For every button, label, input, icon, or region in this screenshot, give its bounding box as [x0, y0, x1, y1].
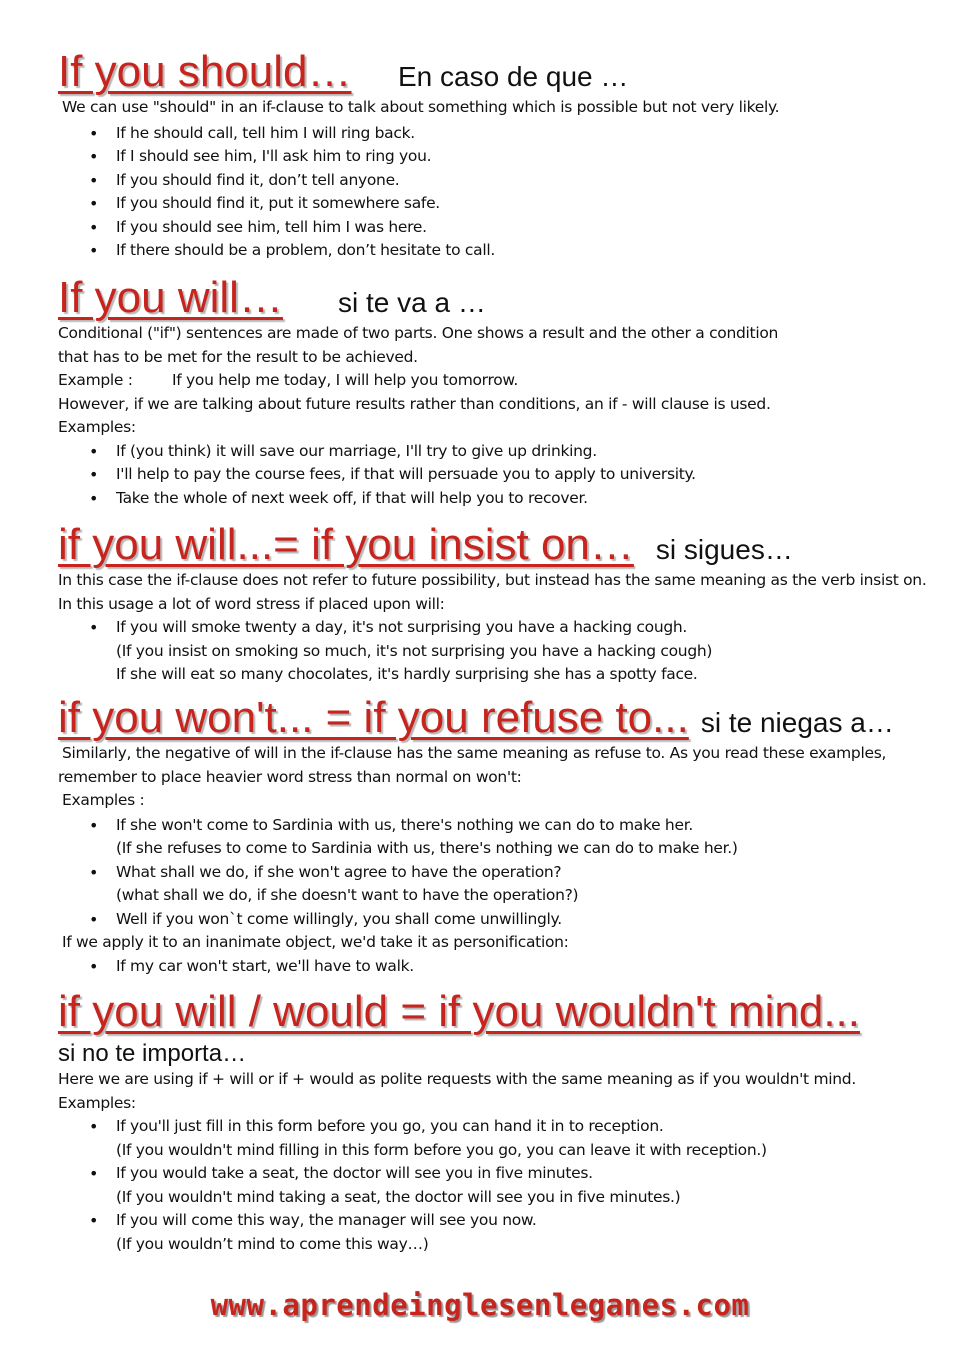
- list-item: • I'll help to pay the course fees, if that will persuade you to apply to university.: [116, 463, 948, 487]
- list-item: • Well if you won`t come willingly, you shall come unwillingly.: [116, 908, 948, 932]
- section-if-you-should: [58, 47, 948, 263]
- list-item: [116, 1162, 948, 1209]
- list-item: • If (you think) it will save our marriage, I'll try to give up drinking.: [116, 440, 948, 464]
- section-title: if you will / would = if you wouldn't mind...: [58, 987, 860, 1036]
- example-text: If you help me today, I will help you tomorrow.: [172, 371, 518, 389]
- section-if-you-insist: [58, 520, 948, 687]
- list-item-text: If you will smoke twenty a day, it's not surprising you have a hacking cough.: [116, 618, 688, 636]
- list-item: • If you should find it, put it somewhere safe.: [116, 192, 948, 216]
- spanish-translation: si te niegas a…: [700, 707, 894, 738]
- intro-text: We can use "should" in an if-clause to talk about something which is possible but not very likely.: [62, 98, 780, 116]
- section-heading: [58, 987, 948, 1036]
- list-item: [116, 616, 948, 687]
- example-label: Example :: [58, 371, 133, 389]
- list-item: [116, 814, 948, 861]
- body-paragraph: Here we are using if + will or if + would as polite requests with the same meaning as if you wouldn't mind.: [58, 1070, 856, 1088]
- body-paragraph: In this usage a lot of word stress if placed upon will:: [58, 594, 445, 613]
- section-title: if you will...= if you insist on…: [58, 520, 634, 569]
- list-item: • If he should call, tell him I will ring back.: [116, 122, 948, 146]
- body-paragraph: In this case the if-clause does not refer to future possibility, but instead has the same meaning as the verb insist on.: [58, 571, 927, 589]
- list-item: • Take the whole of next week off, if that will help you to recover.: [116, 487, 948, 511]
- section-title: If you should…: [58, 47, 352, 96]
- section-title: if you won't... = if you refuse to...: [58, 693, 689, 742]
- section-heading: [58, 273, 948, 322]
- list-item-subtext: (If she refuses to come to Sardinia with us, there's nothing we can do to make her.): [116, 839, 738, 857]
- list-item: [116, 1115, 948, 1162]
- spanish-translation: si sigues…: [655, 534, 793, 565]
- list-item: [116, 1209, 948, 1256]
- body-paragraph: remember to place heavier word stress than normal on won't:: [58, 767, 522, 786]
- list-item-subtext: If she will eat so many chocolates, it's hardly surprising she has a spotty face.: [116, 665, 698, 683]
- body-paragraph: However, if we are talking about future results rather than conditions, an if - will clause is used.: [58, 394, 771, 413]
- body-paragraph: Similarly, the negative of will in the if-clause has the same meaning as refuse to. As you read these examples,: [62, 744, 887, 762]
- list-item-subtext: (what shall we do, if she doesn't want to have the operation?): [116, 886, 579, 904]
- list-item: • If you should see him, tell him I was here.: [116, 216, 948, 240]
- list-item: • If you should find it, don’t tell anyone.: [116, 169, 948, 193]
- spanish-translation: si te va a …: [338, 287, 486, 318]
- list-item-text: If you will come this way, the manager will see you now.: [116, 1211, 537, 1229]
- list-item: [116, 861, 948, 908]
- body-paragraph: that has to be met for the result to be achieved.: [58, 347, 418, 366]
- list-item-text: If you would take a seat, the doctor will see you in five minutes.: [116, 1164, 593, 1182]
- list-item: • If I should see him, I'll ask him to ring you.: [116, 145, 948, 169]
- examples-label: Examples:: [58, 1093, 136, 1112]
- section-if-you-wont: [58, 693, 948, 978]
- section-heading: [58, 47, 948, 96]
- section-heading: [58, 520, 948, 569]
- section-if-you-will: [58, 273, 948, 510]
- list-item-subtext: (If you wouldn’t mind to come this way…): [116, 1234, 429, 1253]
- list-item-subtext: (If you wouldn't mind filling in this form before you go, you can leave it with reception.): [116, 1140, 767, 1159]
- list-item-text: What shall we do, if she won't agree to have the operation?: [116, 862, 562, 881]
- list-item-subtext: (If you insist on smoking so much, it's not surprising you have a hacking cough): [116, 641, 713, 660]
- list-item: • If my car won't start, we'll have to walk.: [116, 955, 948, 979]
- website-url: www.aprendeinglesenleganes.com: [210, 1288, 750, 1322]
- body-paragraph: If we apply it to an inanimate object, we'd take it as personification:: [62, 933, 569, 951]
- section-heading: [58, 693, 948, 742]
- list-item-subtext: (If you wouldn't mind taking a seat, the doctor will see you in five minutes.): [116, 1187, 681, 1206]
- section-title: If you will…: [58, 273, 283, 322]
- list-item-text: If she won't come to Sardinia with us, there's nothing we can do to make her.: [116, 815, 693, 834]
- list-item: • If there should be a problem, don’t hesitate to call.: [116, 239, 948, 263]
- body-paragraph: Conditional ("if") sentences are made of two parts. One shows a result and the other a condition: [58, 324, 779, 342]
- spanish-translation: si no te importa…: [58, 1040, 247, 1067]
- examples-label: Examples :: [62, 791, 145, 809]
- example-line: [58, 369, 948, 393]
- spanish-translation: En caso de que …: [398, 61, 629, 92]
- list-item-text: If you'll just fill in this form before you go, you can hand it in to reception.: [116, 1117, 664, 1135]
- section-if-you-would: [58, 987, 948, 1256]
- examples-label: Examples:: [58, 418, 136, 436]
